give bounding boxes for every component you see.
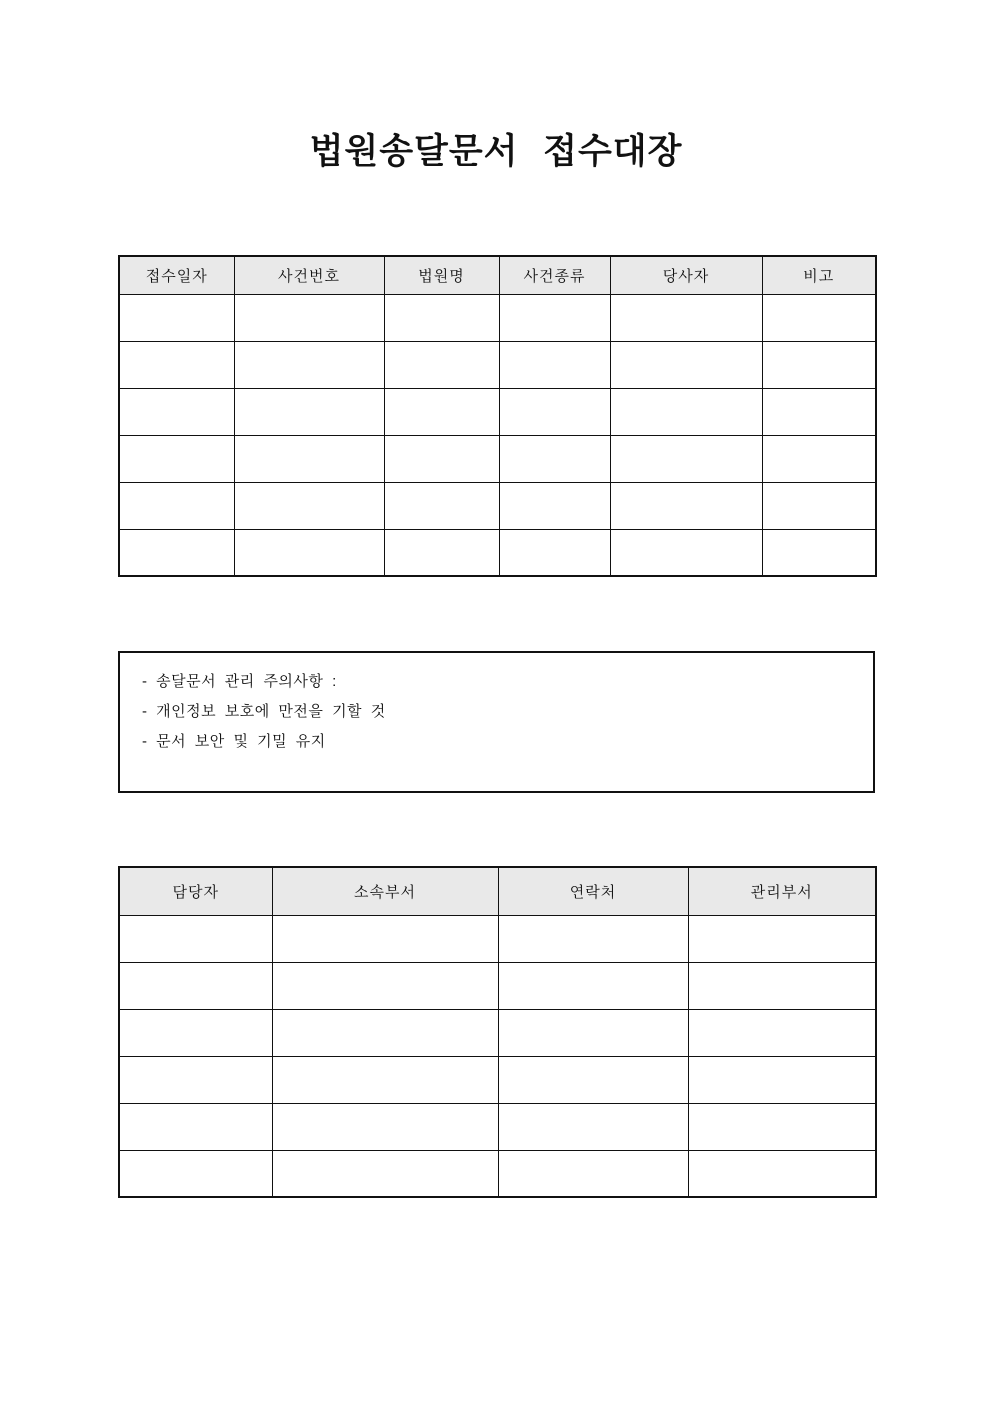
register-cell — [762, 294, 876, 341]
staff-cell — [498, 1103, 688, 1150]
register-cell — [234, 529, 384, 576]
staff-row — [119, 1056, 876, 1103]
register-row — [119, 341, 876, 388]
staff-cell — [272, 1009, 498, 1056]
register-cell — [499, 435, 610, 482]
staff-cell — [498, 915, 688, 962]
register-cell — [610, 388, 762, 435]
register-cell — [384, 341, 499, 388]
staff-cell — [272, 962, 498, 1009]
staff-cell — [272, 1150, 498, 1197]
note-line-confidentiality: - 문서 보안 및 기밀 유지 — [142, 733, 326, 750]
staff-row — [119, 915, 876, 962]
register-cell — [119, 435, 234, 482]
staff-row — [119, 1103, 876, 1150]
register-row — [119, 529, 876, 576]
register-cell — [234, 388, 384, 435]
register-cell — [762, 341, 876, 388]
header-parties: 당사자 — [610, 256, 762, 294]
register-row — [119, 435, 876, 482]
header-case-number: 사건번호 — [234, 256, 384, 294]
register-cell — [384, 482, 499, 529]
staff-cell — [272, 915, 498, 962]
register-cell — [234, 435, 384, 482]
register-cell — [119, 341, 234, 388]
staff-cell — [119, 915, 272, 962]
register-header-row — [119, 256, 876, 294]
register-cell — [119, 482, 234, 529]
staff-cell — [498, 1056, 688, 1103]
register-cell — [762, 482, 876, 529]
staff-cell — [272, 1103, 498, 1150]
staff-cell — [119, 962, 272, 1009]
register-table — [118, 255, 877, 577]
header-managing-department: 관리부서 — [688, 867, 876, 915]
register-cell — [119, 294, 234, 341]
register-cell — [610, 294, 762, 341]
header-department: 소속부서 — [272, 867, 498, 915]
staff-row — [119, 962, 876, 1009]
register-cell — [499, 341, 610, 388]
staff-cell — [498, 1150, 688, 1197]
header-remarks: 비고 — [762, 256, 876, 294]
staff-cell — [498, 1009, 688, 1056]
staff-cell — [119, 1009, 272, 1056]
register-cell — [762, 388, 876, 435]
register-cell — [234, 341, 384, 388]
staff-cell — [119, 1150, 272, 1197]
staff-cell — [119, 1103, 272, 1150]
notes-box — [118, 651, 875, 793]
staff-table-header — [119, 867, 876, 915]
register-row — [119, 388, 876, 435]
staff-row — [119, 1150, 876, 1197]
register-cell — [384, 435, 499, 482]
header-contact: 연락처 — [498, 867, 688, 915]
staff-row — [119, 1009, 876, 1056]
staff-cell — [688, 962, 876, 1009]
staff-cell — [688, 1150, 876, 1197]
register-cell — [610, 482, 762, 529]
register-cell — [234, 294, 384, 341]
header-court-name: 법원명 — [384, 256, 499, 294]
header-receipt-date: 접수일자 — [119, 256, 234, 294]
register-cell — [384, 388, 499, 435]
register-cell — [499, 482, 610, 529]
register-cell — [234, 482, 384, 529]
register-cell — [499, 294, 610, 341]
register-cell — [499, 388, 610, 435]
staff-cell — [688, 915, 876, 962]
staff-cell — [688, 1103, 876, 1150]
header-case-type: 사건종류 — [499, 256, 610, 294]
note-line-privacy-protection: - 개인정보 보호에 만전을 기할 것 — [142, 703, 386, 720]
register-table-body — [119, 294, 876, 576]
header-person-in-charge: 담당자 — [119, 867, 272, 915]
register-table-header — [119, 256, 876, 294]
staff-table-body — [119, 915, 876, 1197]
register-cell — [762, 435, 876, 482]
staff-cell — [688, 1009, 876, 1056]
register-cell — [119, 388, 234, 435]
staff-cell — [498, 962, 688, 1009]
register-row — [119, 294, 876, 341]
register-cell — [610, 435, 762, 482]
register-cell — [610, 341, 762, 388]
staff-header-row — [119, 867, 876, 915]
document-title: 법원송달문서 접수대장 — [309, 132, 683, 171]
register-cell — [119, 529, 234, 576]
staff-cell — [119, 1056, 272, 1103]
staff-table — [118, 866, 877, 1198]
register-cell — [762, 529, 876, 576]
register-cell — [610, 529, 762, 576]
staff-cell — [688, 1056, 876, 1103]
staff-cell — [272, 1056, 498, 1103]
note-line-management-caution: - 송달문서 관리 주의사항 : — [142, 673, 337, 690]
register-cell — [499, 529, 610, 576]
register-cell — [384, 529, 499, 576]
register-row — [119, 482, 876, 529]
register-cell — [384, 294, 499, 341]
